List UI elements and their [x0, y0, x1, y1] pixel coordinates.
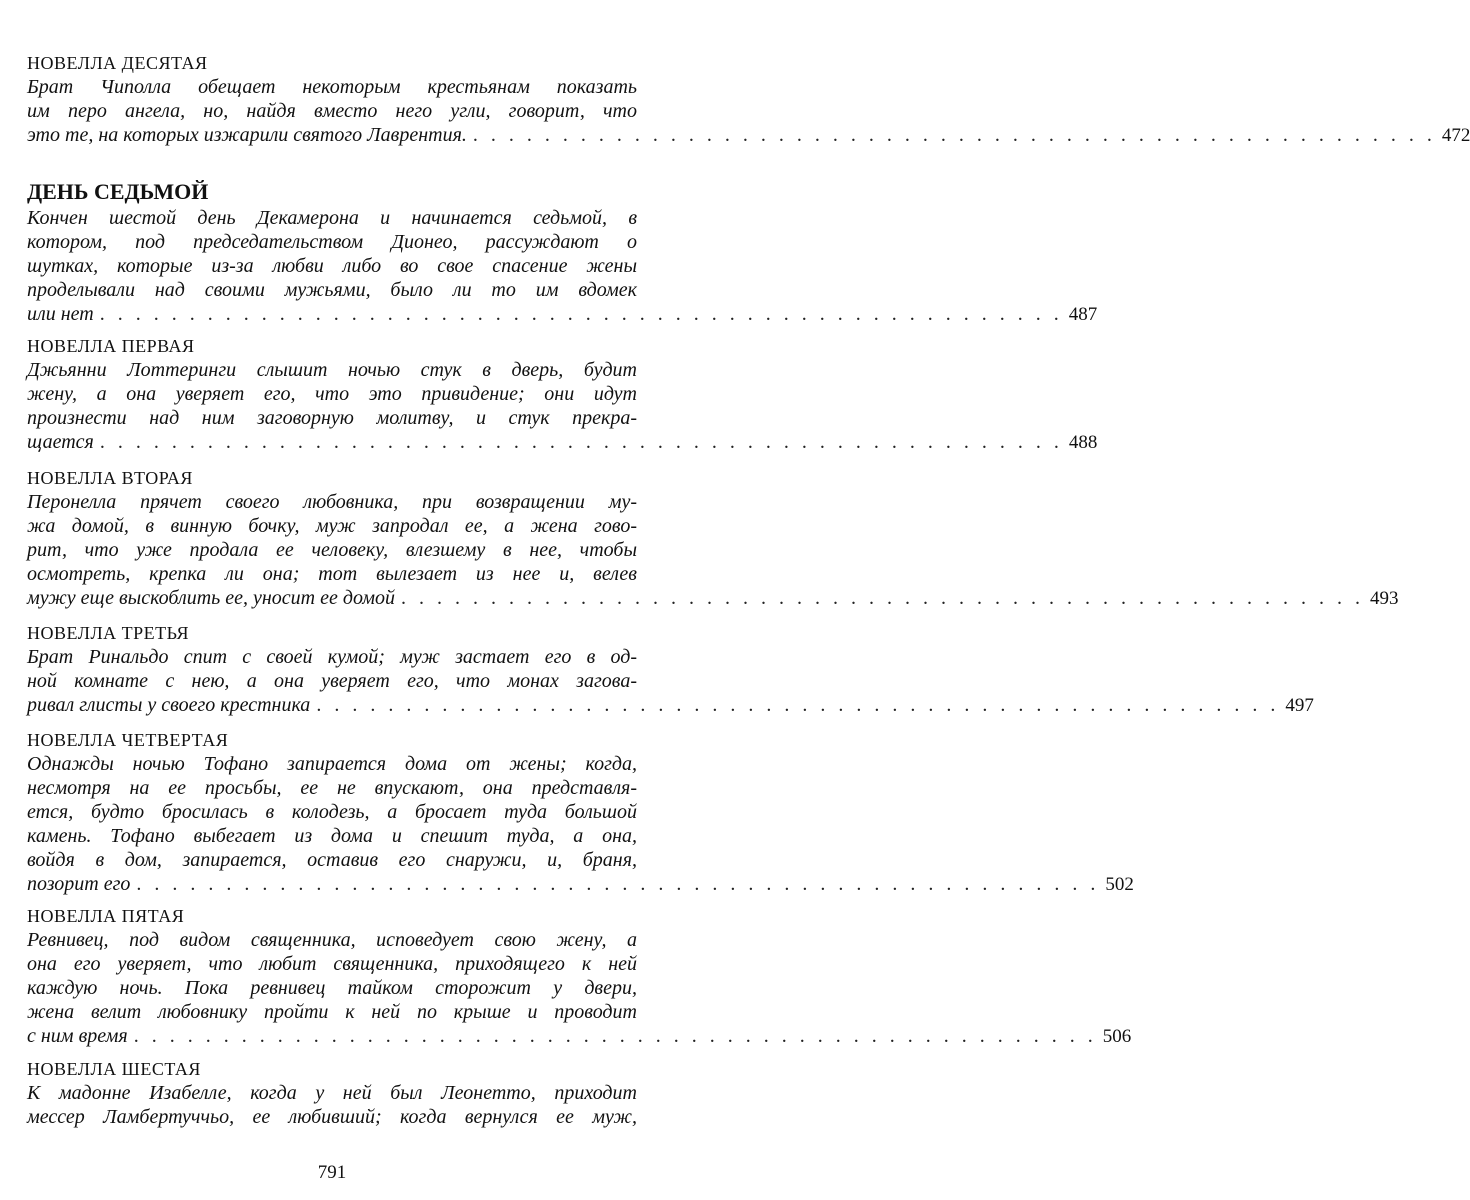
- entry-text-line: мужу еще выскоблить ее, уносит ее домой: [27, 587, 395, 609]
- entry-text-line: это те, на которых изжарили святого Лаврентия.: [27, 124, 467, 146]
- dot-leader: . . . . . . . . . . . . . . . . . . . . . . . . . . . . . . . . . . . . . . . . . . . . . . . . . . . . . .: [472, 124, 1436, 146]
- entry-text-line: щается: [27, 431, 94, 453]
- toc-entry-novella-2: [27, 466, 1399, 610]
- dot-leader: . . . . . . . . . . . . . . . . . . . . . . . . . . . . . . . . . . . . . . . . . . . . . . . . . . . . . .: [133, 1025, 1097, 1047]
- entry-text-line: проделывали над своими мужьями, было ли то им вдомек: [27, 279, 637, 301]
- toc-entry-novella-10: [27, 51, 1470, 147]
- entry-last-line: [27, 1024, 1132, 1048]
- entry-text-line: камень. Тофано выбегает из дома и спешит туда, а она,: [27, 825, 637, 847]
- page-ref: 488: [1068, 432, 1098, 453]
- entry-text-line: рит, что уже продала ее человеку, влезшему в нее, чтобы: [27, 539, 637, 561]
- dot-leader: . . . . . . . . . . . . . . . . . . . . . . . . . . . . . . . . . . . . . . . . . . . . . . . . . . . . . .: [400, 587, 1364, 609]
- entry-text-line: Ревнивец, под видом священника, исповедует свою жену, а: [27, 929, 637, 951]
- entry-label: НОВЕЛЛА ШЕСТАЯ: [27, 1059, 201, 1079]
- entry-text-line: Брат Ринальдо спит с своей кумой; муж застает его в од-: [27, 646, 637, 668]
- page-ref: 487: [1068, 304, 1098, 325]
- entry-last-line: [27, 586, 1399, 610]
- page-ref: 506: [1102, 1026, 1132, 1047]
- dot-leader: . . . . . . . . . . . . . . . . . . . . . . . . . . . . . . . . . . . . . . . . . . . . . . . . . . . . . .: [99, 431, 1063, 453]
- entry-text-line: произнести над ним заговорную молитву, и стук прекра-: [27, 407, 637, 429]
- entry-label: НОВЕЛЛА ТРЕТЬЯ: [27, 623, 190, 643]
- dot-leader: . . . . . . . . . . . . . . . . . . . . . . . . . . . . . . . . . . . . . . . . . . . . . . . . . . . . . .: [99, 303, 1063, 325]
- toc-entry-day-seven: [27, 178, 1098, 326]
- entry-last-line: [27, 872, 1134, 896]
- toc-entry-novella-3: [27, 621, 1314, 717]
- toc-entry-novella-1: [27, 334, 1098, 454]
- day-heading: ДЕНЬ СЕДЬМОЙ: [27, 179, 209, 204]
- entry-last-line: [27, 693, 1314, 717]
- entry-text-line: Джьянни Лоттеринги слышит ночью стук в дверь, будит: [27, 359, 637, 381]
- toc-entry-novella-6: [27, 1057, 637, 1129]
- entry-text-line: им перо ангела, но, найдя вместо него угли, говорит, что: [27, 100, 637, 122]
- entry-label: НОВЕЛЛА ПЯТАЯ: [27, 906, 185, 926]
- entry-text-line: или нет: [27, 303, 94, 325]
- entry-text-line: Однажды ночью Тофано запирается дома от жены; когда,: [27, 753, 637, 775]
- page-ref: 497: [1285, 695, 1314, 716]
- entry-text-line: К мадонне Изабелле, когда у ней был Леонетто, приходит: [27, 1082, 637, 1104]
- entry-last-line: [27, 302, 1098, 326]
- page-ref: 493: [1369, 588, 1399, 609]
- entry-text-line: Брат Чиполла обещает некоторым крестьянам показать: [27, 76, 637, 98]
- entry-last-line: [27, 123, 1470, 147]
- dot-leader: . . . . . . . . . . . . . . . . . . . . . . . . . . . . . . . . . . . . . . . . . . . . . . . . . . . . . .: [316, 694, 1280, 716]
- entry-text-line: жена велит любовнику пройти к ней по крыше и проводит: [27, 1001, 637, 1023]
- entry-text-line: несмотря на ее просьбы, ее не впускают, она представля-: [27, 777, 637, 799]
- entry-text-line: шутках, которые из-за любви либо во свое спасение жены: [27, 255, 637, 277]
- dot-leader: . . . . . . . . . . . . . . . . . . . . . . . . . . . . . . . . . . . . . . . . . . . . . . . . . . . . . .: [136, 873, 1100, 895]
- entry-text-line: осмотреть, крепка ли она; тот вылезает из нее и, велев: [27, 563, 637, 585]
- entry-label: НОВЕЛЛА ДЕСЯТАЯ: [27, 53, 208, 73]
- entry-text-line: жену, а она уверяет его, что это привидение; они идут: [27, 383, 637, 405]
- toc-entry-novella-5: [27, 904, 1132, 1048]
- entry-text-line: котором, под председательством Дионео, рассуждают о: [27, 231, 637, 253]
- entry-label: НОВЕЛЛА ЧЕТВЕРТАЯ: [27, 730, 229, 750]
- entry-text-line: ной комнате с нею, а она уверяет его, что монах загова-: [27, 670, 637, 692]
- entry-label: НОВЕЛЛА ВТОРАЯ: [27, 468, 193, 488]
- entry-text-line: войдя в дом, запирается, оставив его снаружи, и, браня,: [27, 849, 637, 871]
- entry-text-line: жа домой, в винную бочку, муж запродал ее, а жена гово-: [27, 515, 637, 537]
- entry-last-line: [27, 430, 1098, 454]
- page-number: 791: [317, 1162, 347, 1183]
- entry-text-line: с ним время: [27, 1025, 128, 1047]
- entry-label: НОВЕЛЛА ПЕРВАЯ: [27, 336, 195, 356]
- entry-text-line: она его уверяет, что любит священника, приходящего к ней: [27, 953, 637, 975]
- page-ref: 502: [1105, 874, 1134, 895]
- entry-text-line: позорит его: [27, 873, 131, 895]
- entry-text-line: Кончен шестой день Декамерона и начинается седьмой, в: [27, 207, 637, 229]
- entry-text-line: ривал глисты у своего крестника: [27, 694, 311, 716]
- page-ref: 472: [1441, 125, 1470, 146]
- toc-entry-novella-4: [27, 728, 1134, 896]
- entry-text-line: Перонелла прячет своего любовника, при возвращении му-: [27, 491, 637, 513]
- entry-text-line: мессер Ламбертуччьо, ее любивший; когда вернулся ее муж,: [27, 1106, 637, 1128]
- entry-text-line: ется, будто бросилась в колодезь, а бросает туда большой: [27, 801, 637, 823]
- entry-text-line: каждую ночь. Пока ревнивец тайком сторожит у двери,: [27, 977, 637, 999]
